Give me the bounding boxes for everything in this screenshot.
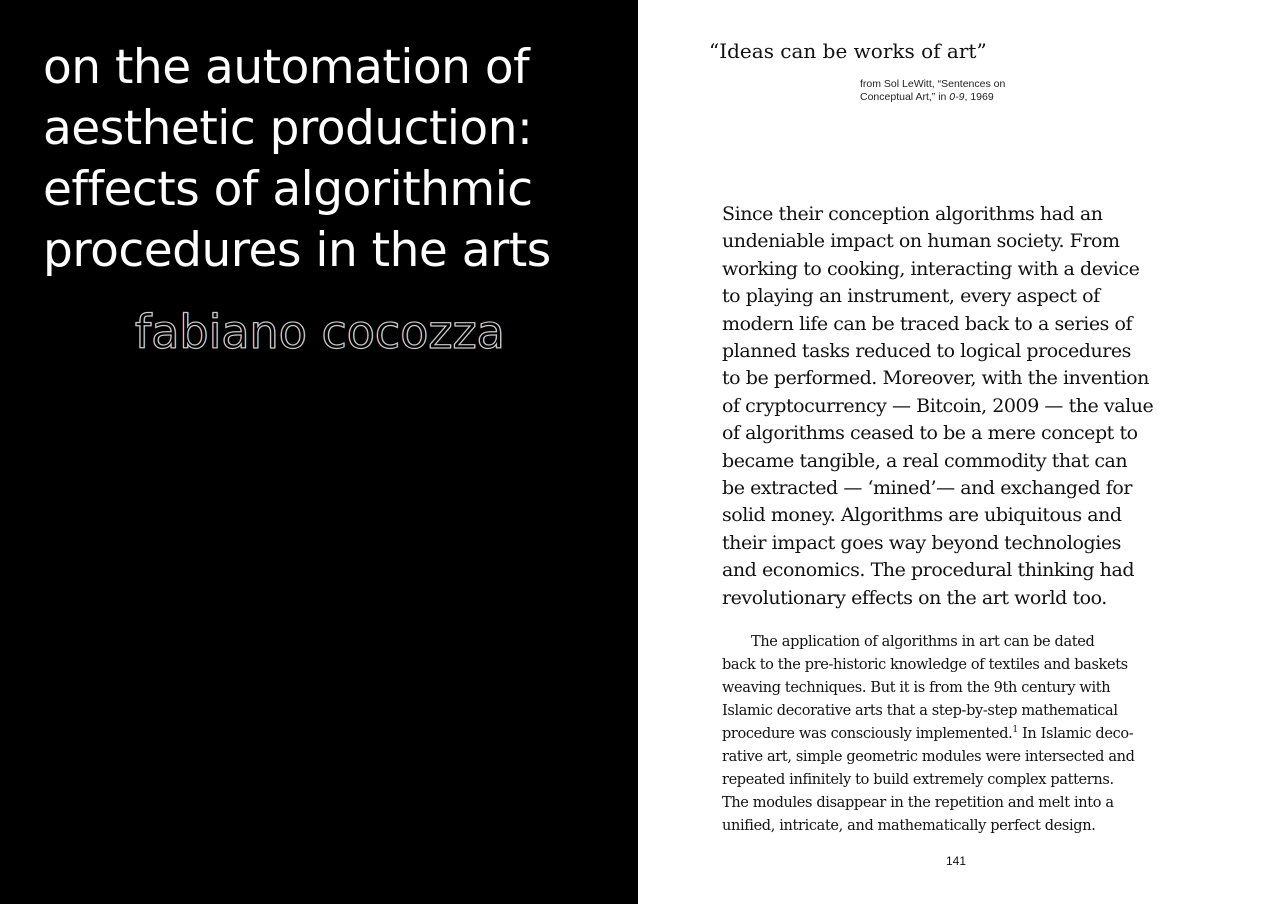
page-number: 141 [945,854,967,868]
body-line: The modules disappear in the repetition and melt into a [722,795,1114,811]
body-line: weaving techniques. But it is from the 9th century with [722,680,1111,696]
intro-line: solid money. Algorithms are ubiquitous and [722,504,1122,527]
intro-line: became tangible, a real commodity that can [722,449,1128,472]
body-line: back to the pre-historic knowledge of textiles and baskets [722,657,1128,673]
intro-line: undeniable impact on human society. From [722,230,1120,253]
intro-line: revolutionary effects on the art world too. [722,586,1107,609]
body-line: Islamic decorative arts that a step-by-step mathematical [722,703,1118,719]
intro-line: be extracted — ‘mined’— and exchanged for [722,477,1132,500]
footnote-marker[interactable]: 1 [1012,725,1018,736]
author-name: fabiano cocozza [135,305,505,359]
title-line: procedures in the arts [43,223,551,278]
body-line: repeated infinitely to build extremely complex patterns. [722,772,1114,788]
body-line: unified, intricate, and mathematically perfect design. [722,818,1096,834]
intro-line: to playing an instrument, every aspect of [722,285,1100,308]
intro-paragraph [722,201,1242,612]
body-line-text: procedure was consciously implemented. [722,726,1013,742]
source-line: from Sol LeWitt, “Sentences on [860,78,1006,90]
epigraph-source [860,78,1040,103]
body-line: The application of algorithms in art can be dated [751,634,1095,650]
intro-line: their impact goes way beyond technologies [722,531,1121,554]
title-line: effects of algorithmic [43,162,533,217]
body-line: rative art, simple geometric modules were intersected and [722,749,1135,765]
title-line: on the automation of [43,40,530,95]
article-title [43,37,633,281]
epigraph-quote: “Ideas can be works of art” [709,39,987,63]
intro-line: modern life can be traced back to a series of [722,312,1133,335]
intro-line: and economics. The procedural thinking had [722,559,1135,582]
body-paragraph [722,631,1222,838]
intro-line: of algorithms ceased to be a mere concept to [722,422,1138,445]
intro-line: Since their conception algorithms had an [722,203,1103,225]
intro-line: planned tasks reduced to logical procedures [722,340,1131,363]
intro-line: working to cooking, interacting with a device [722,257,1140,280]
intro-line: of cryptocurrency — Bitcoin, 2009 — the value [722,394,1154,417]
intro-line: to be performed. Moreover, with the invention [722,367,1149,390]
source-line: Conceptual Art,” in 0-9, 1969 [860,90,994,103]
title-line: aesthetic production: [43,101,533,156]
body-line-text: In Islamic deco- [1017,726,1134,742]
body-line [722,723,1222,746]
